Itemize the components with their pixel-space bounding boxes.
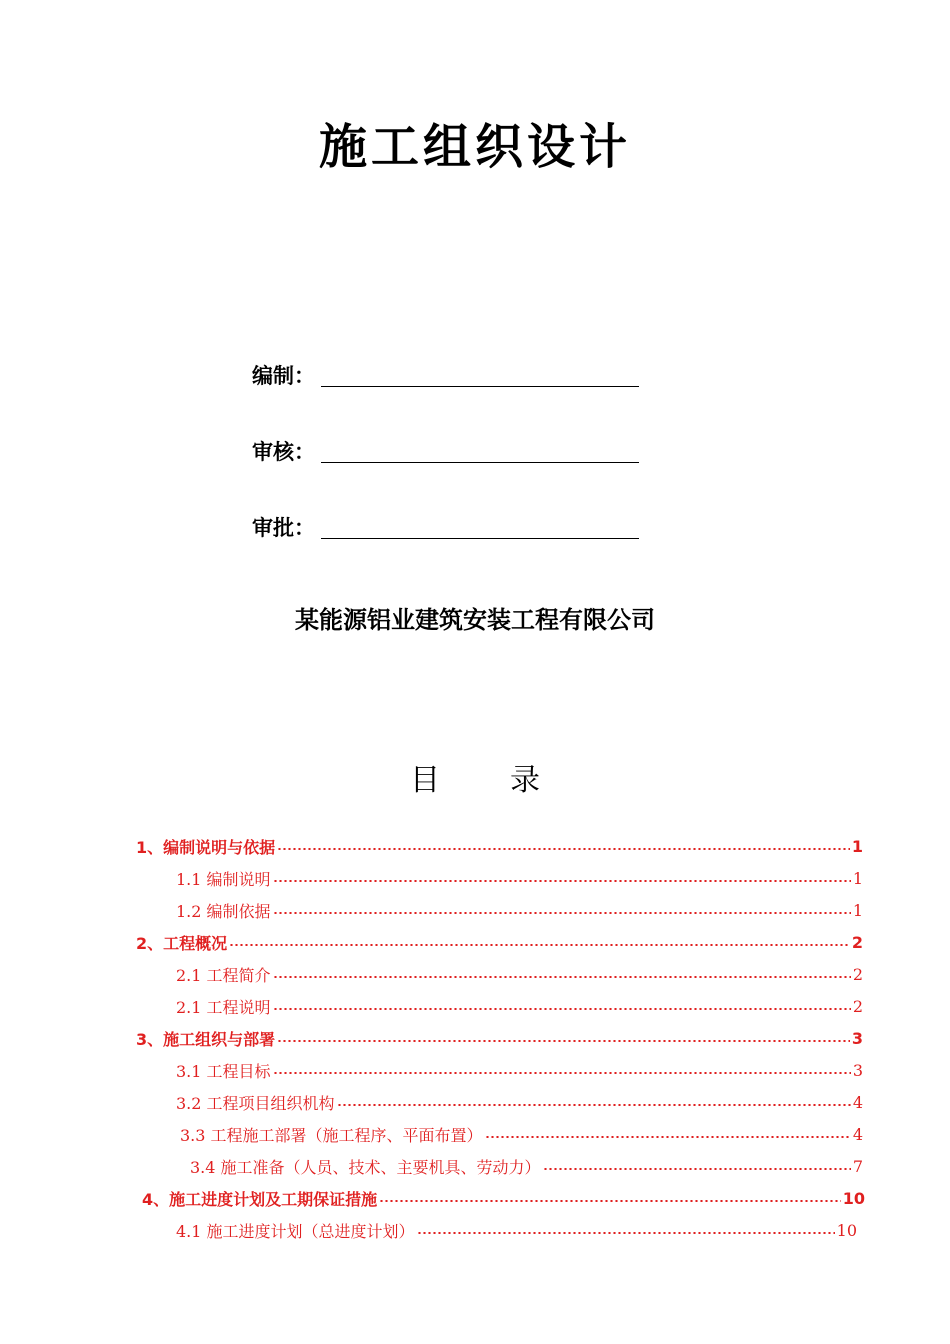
toc-entry[interactable] bbox=[190, 1152, 863, 1180]
toc-heading bbox=[0, 755, 950, 799]
toc-entry-text: 1.1 编制说明 bbox=[176, 869, 271, 889]
toc-leader bbox=[277, 1040, 850, 1042]
toc-entry-text: 1.2 编制依据 bbox=[176, 901, 271, 921]
toc-heading-right: 录 bbox=[510, 763, 540, 798]
toc-entry-text: 2.1 工程简介 bbox=[176, 965, 271, 985]
toc-leader bbox=[277, 848, 850, 850]
toc-leader bbox=[337, 1104, 851, 1106]
toc-entry[interactable] bbox=[176, 992, 863, 1020]
toc-entry[interactable] bbox=[176, 1088, 863, 1116]
toc-entry-text: 4、施工进度计划及工期保证措施 bbox=[142, 1189, 378, 1209]
toc-entry[interactable] bbox=[136, 832, 863, 860]
toc-entry-page: 1 bbox=[852, 868, 863, 888]
toc-leader bbox=[229, 944, 850, 946]
toc-entry-page: 4 bbox=[852, 1092, 863, 1112]
signature-label: 审核： bbox=[252, 440, 315, 464]
toc-entry-text: 3.1 工程目标 bbox=[176, 1061, 271, 1081]
toc-entry-page: 2 bbox=[852, 964, 863, 984]
toc-entry[interactable] bbox=[176, 960, 863, 988]
toc-entry-text: 3、施工组织与部署 bbox=[136, 1029, 276, 1049]
toc-entry[interactable] bbox=[176, 1056, 863, 1084]
signature-label: 编制： bbox=[252, 364, 315, 388]
toc-leader bbox=[485, 1136, 851, 1138]
toc-entry-page: 10 bbox=[842, 1188, 865, 1208]
toc-entry-text: 3.4 施工准备（人员、技术、主要机具、劳动力） bbox=[190, 1157, 541, 1177]
toc-entry[interactable] bbox=[136, 1024, 863, 1052]
toc-entry-page: 1 bbox=[851, 836, 863, 856]
toc-leader bbox=[273, 976, 851, 978]
toc-entry[interactable] bbox=[142, 1184, 865, 1212]
toc-leader bbox=[417, 1232, 835, 1234]
toc-entry-page: 4 bbox=[852, 1124, 863, 1144]
document-title: 施工组织设计 bbox=[318, 119, 631, 175]
toc-leader bbox=[543, 1168, 851, 1170]
toc-entry[interactable] bbox=[176, 896, 863, 924]
toc-entry[interactable] bbox=[136, 928, 863, 956]
toc-entry-text: 2、工程概况 bbox=[136, 933, 228, 953]
toc-leader bbox=[273, 1072, 851, 1074]
signature-line bbox=[321, 537, 639, 539]
signature-line bbox=[321, 461, 639, 463]
toc-entry-text: 3.3 工程施工部署（施工程序、平面布置） bbox=[180, 1125, 483, 1145]
signature-row-approve bbox=[252, 512, 639, 542]
toc-entry[interactable] bbox=[176, 1216, 857, 1244]
toc-entry-page: 3 bbox=[852, 1060, 863, 1080]
toc-leader bbox=[273, 1008, 851, 1010]
toc-heading-left: 目 bbox=[410, 763, 440, 798]
signature-label: 审批： bbox=[252, 516, 315, 540]
toc-leader bbox=[273, 880, 851, 882]
signature-row-compile bbox=[252, 360, 639, 390]
toc-entry-page: 10 bbox=[836, 1220, 857, 1240]
toc-entry[interactable] bbox=[180, 1120, 863, 1148]
company-name: 某能源铝业建筑安装工程有限公司 bbox=[295, 606, 655, 634]
toc-leader bbox=[379, 1200, 841, 1202]
toc-leader bbox=[273, 912, 851, 914]
toc-entry-page: 2 bbox=[851, 932, 863, 952]
toc-entry-page: 2 bbox=[852, 996, 863, 1016]
toc-entry-text: 4.1 施工进度计划（总进度计划） bbox=[176, 1221, 415, 1241]
toc-entry-text: 2.1 工程说明 bbox=[176, 997, 271, 1017]
signature-row-review bbox=[252, 436, 639, 466]
toc-entry-text: 3.2 工程项目组织机构 bbox=[176, 1093, 335, 1113]
toc-entry-page: 7 bbox=[852, 1156, 863, 1176]
signature-line bbox=[321, 385, 639, 387]
toc-entry[interactable] bbox=[176, 864, 863, 892]
toc-entry-text: 1、编制说明与依据 bbox=[136, 837, 276, 857]
toc-entry-page: 3 bbox=[851, 1028, 863, 1048]
toc-entry-page: 1 bbox=[852, 900, 863, 920]
